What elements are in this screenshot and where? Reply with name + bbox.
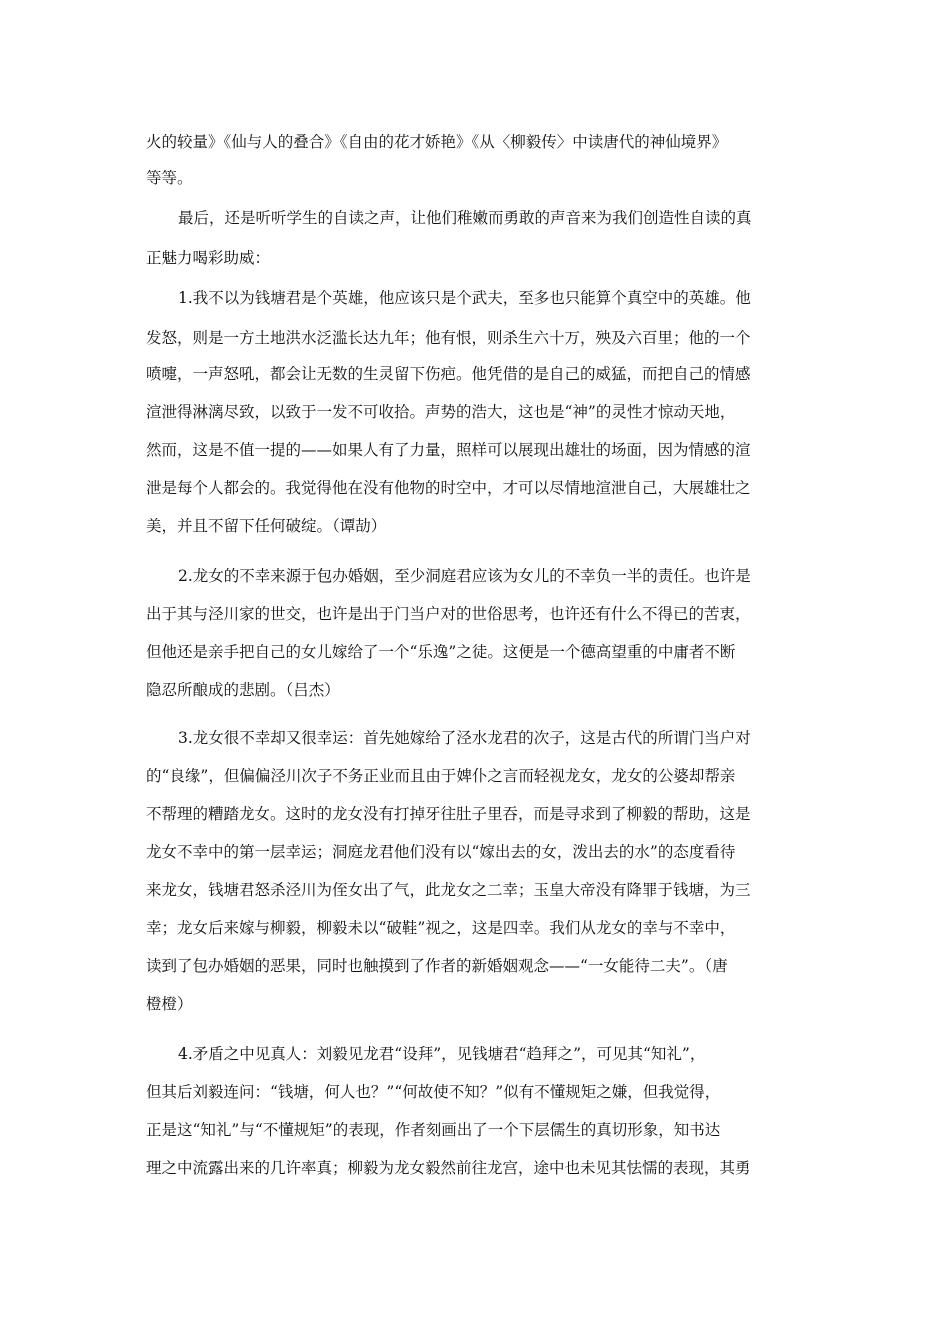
line-text: 2.龙女的不幸来源于包办婚姻，至少洞庭君应该为女儿的不幸负一半的责任。也许是 bbox=[178, 567, 751, 585]
text-line bbox=[0, 432, 950, 468]
text-line bbox=[0, 872, 950, 908]
text-line bbox=[0, 124, 950, 160]
line-text: 1.我不以为钱塘君是个英雄，他应该只是个武夫，至多也只能算个真空中的英雄。他 bbox=[178, 289, 751, 307]
text-line bbox=[0, 720, 950, 756]
text-line bbox=[0, 240, 950, 276]
text-line bbox=[0, 558, 950, 594]
line-text: 龙女不幸中的第一层幸运；洞庭龙君他们没有以“嫁出去的女，泼出去的水”的态度看待 bbox=[146, 843, 736, 861]
text-line bbox=[0, 356, 950, 392]
line-text: 3.龙女很不幸却又很幸运：首先她嫁给了泾水龙君的次子，这是古代的所谓门当户对 bbox=[178, 729, 751, 747]
line-text: 不帮理的糟踏龙女。这时的龙女没有打掉牙往肚子里吞，而是寻求到了柳毅的帮助，这是 bbox=[146, 805, 751, 823]
text-line bbox=[0, 596, 950, 632]
text-line bbox=[0, 280, 950, 316]
line-text: 4.矛盾之中见真人：刘毅见龙君“设拜”，见钱塘君“趋拜之”，可见其“知礼”， bbox=[178, 1045, 706, 1063]
text-line bbox=[0, 200, 950, 236]
line-text: 美，并且不留下任何破绽。（谭劼） bbox=[146, 517, 387, 535]
text-line bbox=[0, 1112, 950, 1148]
line-text: 等等。 bbox=[146, 169, 193, 187]
line-text: 泄是每个人都会的。我觉得他在没有他物的时空中，才可以尽情地渲泄自己，大展雄壮之 bbox=[146, 479, 751, 497]
text-line bbox=[0, 634, 950, 670]
line-text: 橙橙） bbox=[146, 995, 193, 1013]
line-text: 幸；龙女后来嫁与柳毅，柳毅未以“破鞋”视之，这是四幸。我们从龙女的幸与不幸中， bbox=[146, 919, 736, 937]
line-text: 的“良缘”，但偏偏泾川次子不务正业而且由于婢仆之言而轻视龙女，龙女的公婆却帮亲 bbox=[146, 767, 736, 785]
text-line bbox=[0, 672, 950, 708]
text-line bbox=[0, 470, 950, 506]
line-text: 发怒，则是一方土地洪水泛滥长达九年；他有恨，则杀生六十万，殃及六百里；他的一个 bbox=[146, 329, 751, 347]
line-text: 隐忍所酿成的悲剧。（吕杰） bbox=[146, 681, 340, 699]
text-line bbox=[0, 986, 950, 1022]
line-text: 但其后刘毅连问：“钱塘，何人也？”“何故使不知？”似有不懂规矩之嫌，但我觉得， bbox=[146, 1083, 721, 1101]
text-line bbox=[0, 1150, 950, 1186]
text-line bbox=[0, 910, 950, 946]
line-text: 喷嚏，一声怒吼，都会让无数的生灵留下伤疤。他凭借的是自己的威猛，而把自己的情感 bbox=[146, 365, 751, 383]
line-text: 然而，这是不值一提的——如果人有了力量，照样可以展现出雄壮的场面，因为情感的渲 bbox=[146, 441, 751, 459]
line-text: 但他还是亲手把自己的女儿嫁给了一个“乐逸”之徒。这便是一个德高望重的中庸者不断 bbox=[146, 643, 736, 661]
text-line bbox=[0, 758, 950, 794]
line-text: 火的较量》《仙与人的叠合》《自由的花才娇艳》《从〈柳毅传〉中读唐代的神仙境界》 bbox=[146, 133, 728, 151]
text-line bbox=[0, 948, 950, 984]
text-line bbox=[0, 834, 950, 870]
text-line bbox=[0, 320, 950, 356]
text-line bbox=[0, 1074, 950, 1110]
line-text: 最后，还是听听学生的自读之声，让他们稚嫩而勇敢的声音来为我们创造性自读的真 bbox=[178, 209, 752, 227]
text-line bbox=[0, 160, 950, 196]
line-text: 读到了包办婚姻的恶果，同时也触摸到了作者的新婚姻观念——“一女能待二夫”。（唐 bbox=[146, 957, 728, 975]
line-text: 理之中流露出来的几许率真；柳毅为龙女毅然前往龙宫，途中也未见其怯懦的表现，其勇 bbox=[146, 1159, 751, 1177]
line-text: 渲泄得淋漓尽致，以致于一发不可收拾。声势的浩大，这也是“神”的灵性才惊动天地， bbox=[146, 403, 736, 421]
line-text: 出于其与泾川家的世交，也许是出于门当户对的世俗思考，也许还有什么不得已的苦衷， bbox=[146, 605, 751, 623]
line-text: 正是这“知礼”与“不懂规矩”的表现，作者刻画出了一个下层儒生的真切形象，知书达 bbox=[146, 1121, 721, 1139]
line-text: 来龙女，钱塘君怒杀泾川为侄女出了气，此龙女之二幸；玉皇大帝没有降罪于钱塘，为三 bbox=[146, 881, 751, 899]
text-line bbox=[0, 508, 950, 544]
text-line bbox=[0, 796, 950, 832]
line-text: 正魅力喝彩助威： bbox=[146, 249, 271, 267]
text-line bbox=[0, 394, 950, 430]
text-line bbox=[0, 1036, 950, 1072]
